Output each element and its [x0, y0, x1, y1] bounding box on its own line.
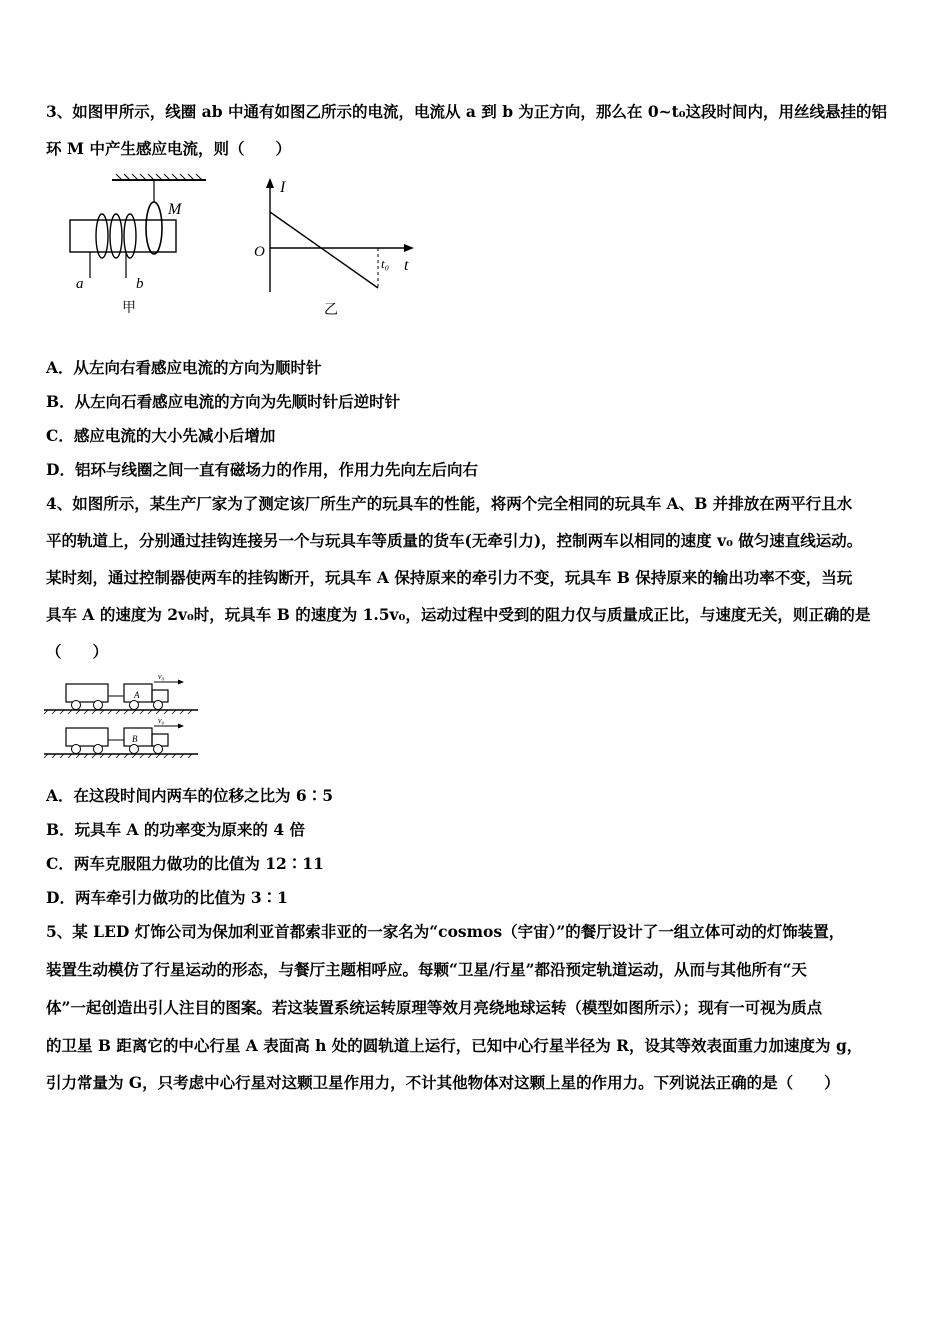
label-b: b [136, 276, 144, 292]
q4-option-d: D．两车牵引力做功的比值为 3∶1 [46, 888, 288, 907]
caption-jia: 甲 [122, 301, 136, 316]
q3-figure-yi [244, 172, 424, 322]
q5-stem-line-5: 引力常量为 G，只考虑中心行星对这颗卫星作用力，不计其他物体对这颗上星的作用力。下列说法正确的是（ ） [46, 1073, 840, 1092]
q3-option-c: C．感应电流的大小先减小后增加 [46, 426, 276, 445]
label-I: I [280, 179, 286, 196]
velocity-label-top: v₀ [158, 672, 165, 681]
car-label-top: A [134, 690, 140, 700]
q4-stem-line-5: （ ） [46, 642, 109, 661]
q3-option-d: D．铝环与线圈之间一直有磁场力的作用，作用力先向左后向右 [46, 460, 478, 479]
q3-stem-line-2: 环 M 中产生感应电流，则（ ） [46, 139, 291, 158]
label-M: M [168, 201, 182, 218]
q3-figure-jia [64, 170, 214, 320]
q4-option-c: C．两车克服阻力做功的比值为 12∶11 [46, 854, 324, 873]
q5-stem-line-4: 的卫星 B 距离它的中心行星 A 表面高 h 处的圆轨道上运行，已知中心行星半径为 R，设其等效表面重力加速度为 g， [46, 1036, 863, 1055]
aluminum-ring-M [146, 202, 162, 254]
label-t0: t₀ [381, 256, 390, 271]
label-O: O [254, 244, 265, 260]
car-label-bottom: B [132, 734, 138, 744]
velocity-label-bottom: v₀ [158, 716, 165, 725]
q5-stem-line-3: 体”一起创造出引人注目的图案。若这装置系统运转原理等效月亮绕地球运转（模型如图所示）；现有一可视为质点 [46, 998, 823, 1017]
q4-stem-line-2: 平的轨道上，分别通过挂钩连接另一个与玩具车等质量的货车(无牵引力)，控制两车以相同的速度 v₀ 做匀速直线运动。 [46, 531, 863, 550]
q5-stem-line-2: 装置生动模仿了行星运动的形态，与餐厅主题相呼应。每颗“卫星/行星”都沿预定轨道运动，从而与其他所有“天 [46, 960, 807, 979]
q5-stem-line-1: 5、某 LED 灯饰公司为保加利亚首都索非亚的一家名为“cosmos（宇宙）”的餐厅设计了一组立体可动的灯饰装置， [46, 922, 845, 941]
q4-stem-line-4: 具车 A 的速度为 2v₀时，玩具车 B 的速度为 1.5v₀，运动过程中受到的阻力仅与质量成正比，与速度无关，则正确的是 [46, 605, 871, 624]
current-line [270, 212, 378, 288]
q3-option-b: B．从左向石看感应电流的方向为先顺时针后逆时针 [46, 392, 401, 411]
q3-option-a: A．从左向右看感应电流的方向为顺时针 [46, 358, 322, 377]
q4-stem-line-3: 某时刻，通过控制器使两车的挂钩断开，玩具车 A 保持原来的牵引力不变，玩具车 B 保持原来的输出功率不变，当玩 [46, 568, 853, 587]
label-a: a [76, 276, 84, 292]
q4-stem-line-1: 4、如图所示，某生产厂家为了测定该厂所生产的玩具车的性能，将两个完全相同的玩具车 A、B 并排放在两平行且水 [46, 494, 853, 513]
q4-option-b: B．玩具车 A 的功率变为原来的 4 倍 [46, 820, 305, 839]
q4-option-a: A．在这段时间内两车的位移之比为 6∶5 [46, 786, 333, 805]
q4-figure-cars [44, 670, 200, 770]
caption-yi: 乙 [324, 303, 338, 318]
q3-stem-line-1: 3、如图甲所示，线圈 ab 中通有如图乙所示的电流，电流从 a 到 b 为正方向，那么在 0~t₀这段时间内，用丝线悬挂的铝 [46, 102, 888, 121]
label-t: t [404, 257, 409, 274]
